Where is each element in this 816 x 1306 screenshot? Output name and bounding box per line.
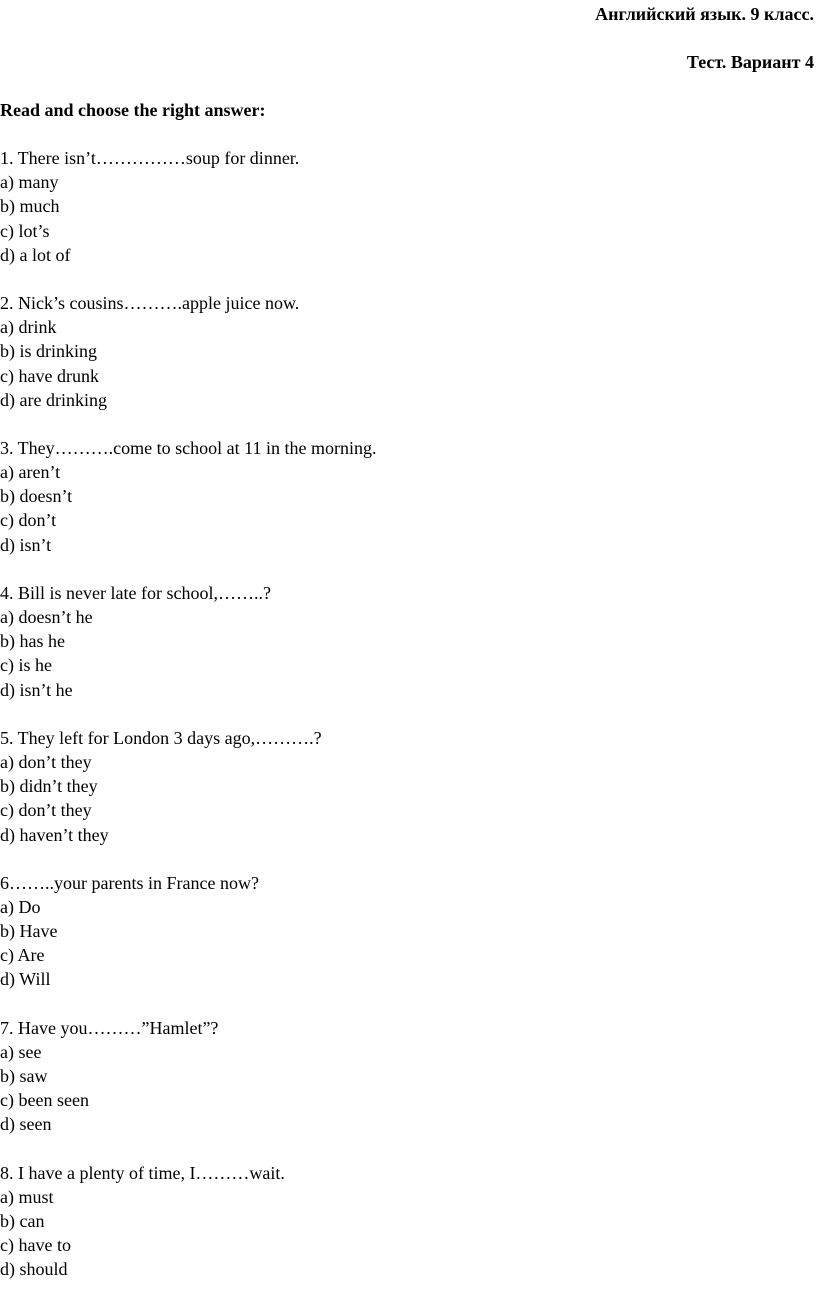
instruction-heading: Read and choose the right answer: <box>0 100 266 120</box>
answer-option: b) doesn’t <box>0 486 73 507</box>
question-6 <box>0 871 376 992</box>
answer-option: c) have drunk <box>0 365 99 386</box>
question-stem: 5. They left for London 3 days ago,……….? <box>0 727 322 748</box>
answer-option: a) aren’t <box>0 462 61 483</box>
answer-option: d) a lot of <box>0 244 71 265</box>
question-stem: 6……..your parents in France now? <box>0 872 259 893</box>
question-1 <box>0 146 376 267</box>
answer-option: d) haven’t they <box>0 824 109 845</box>
question-list <box>0 146 376 1306</box>
answer-option: d) Will <box>0 969 51 990</box>
answer-option: a) Do <box>0 896 41 917</box>
answer-option: c) don’t they <box>0 800 92 821</box>
question-stem: 2. Nick’s cousins……….apple juice now. <box>0 292 300 313</box>
answer-option: b) didn’t they <box>0 776 98 797</box>
variant-heading: Тест. Вариант 4 <box>686 52 814 72</box>
question-8 <box>0 1161 376 1282</box>
question-3 <box>0 436 376 557</box>
question-2 <box>0 291 376 412</box>
question-4 <box>0 581 376 702</box>
question-7 <box>0 1016 376 1137</box>
answer-option: b) has he <box>0 631 65 652</box>
answer-option: a) doesn’t he <box>0 607 93 627</box>
question-stem: 7. Have you………”Hamlet”? <box>0 1017 219 1038</box>
answer-option: d) isn’t <box>0 534 52 555</box>
answer-option: c) been seen <box>0 1090 89 1111</box>
answer-option: d) seen <box>0 1114 52 1135</box>
answer-option: c) have to <box>0 1235 71 1256</box>
answer-option: b) Have <box>0 921 58 942</box>
answer-option: d) are drinking <box>0 389 107 410</box>
question-stem: 8. I have a plenty of time, I………wait. <box>0 1162 285 1183</box>
answer-option: d) should <box>0 1259 68 1280</box>
subject-heading: Английский язык. 9 класс. <box>595 4 814 24</box>
answer-option: d) isn’t he <box>0 679 73 700</box>
answer-option: b) can <box>0 1210 45 1231</box>
answer-option: c) don’t <box>0 510 57 531</box>
answer-option: a) see <box>0 1041 42 1062</box>
answer-option: a) drink <box>0 317 57 338</box>
answer-option: a) must <box>0 1186 54 1207</box>
question-stem: 3. They……….come to school at 11 in the morning. <box>0 437 377 458</box>
question-5 <box>0 726 376 847</box>
question-stem: 4. Bill is never late for school,……..? <box>0 582 271 603</box>
answer-option: b) much <box>0 196 60 217</box>
answer-option: b) saw <box>0 1066 48 1086</box>
answer-option: b) is drinking <box>0 341 97 362</box>
answer-option: a) many <box>0 172 59 193</box>
answer-option: c) lot’s <box>0 220 50 241</box>
question-stem: 1. There isn’t……………soup for dinner. <box>0 148 300 168</box>
answer-option: a) don’t they <box>0 751 92 772</box>
answer-option: c) Are <box>0 945 45 966</box>
answer-option: c) is he <box>0 655 52 676</box>
